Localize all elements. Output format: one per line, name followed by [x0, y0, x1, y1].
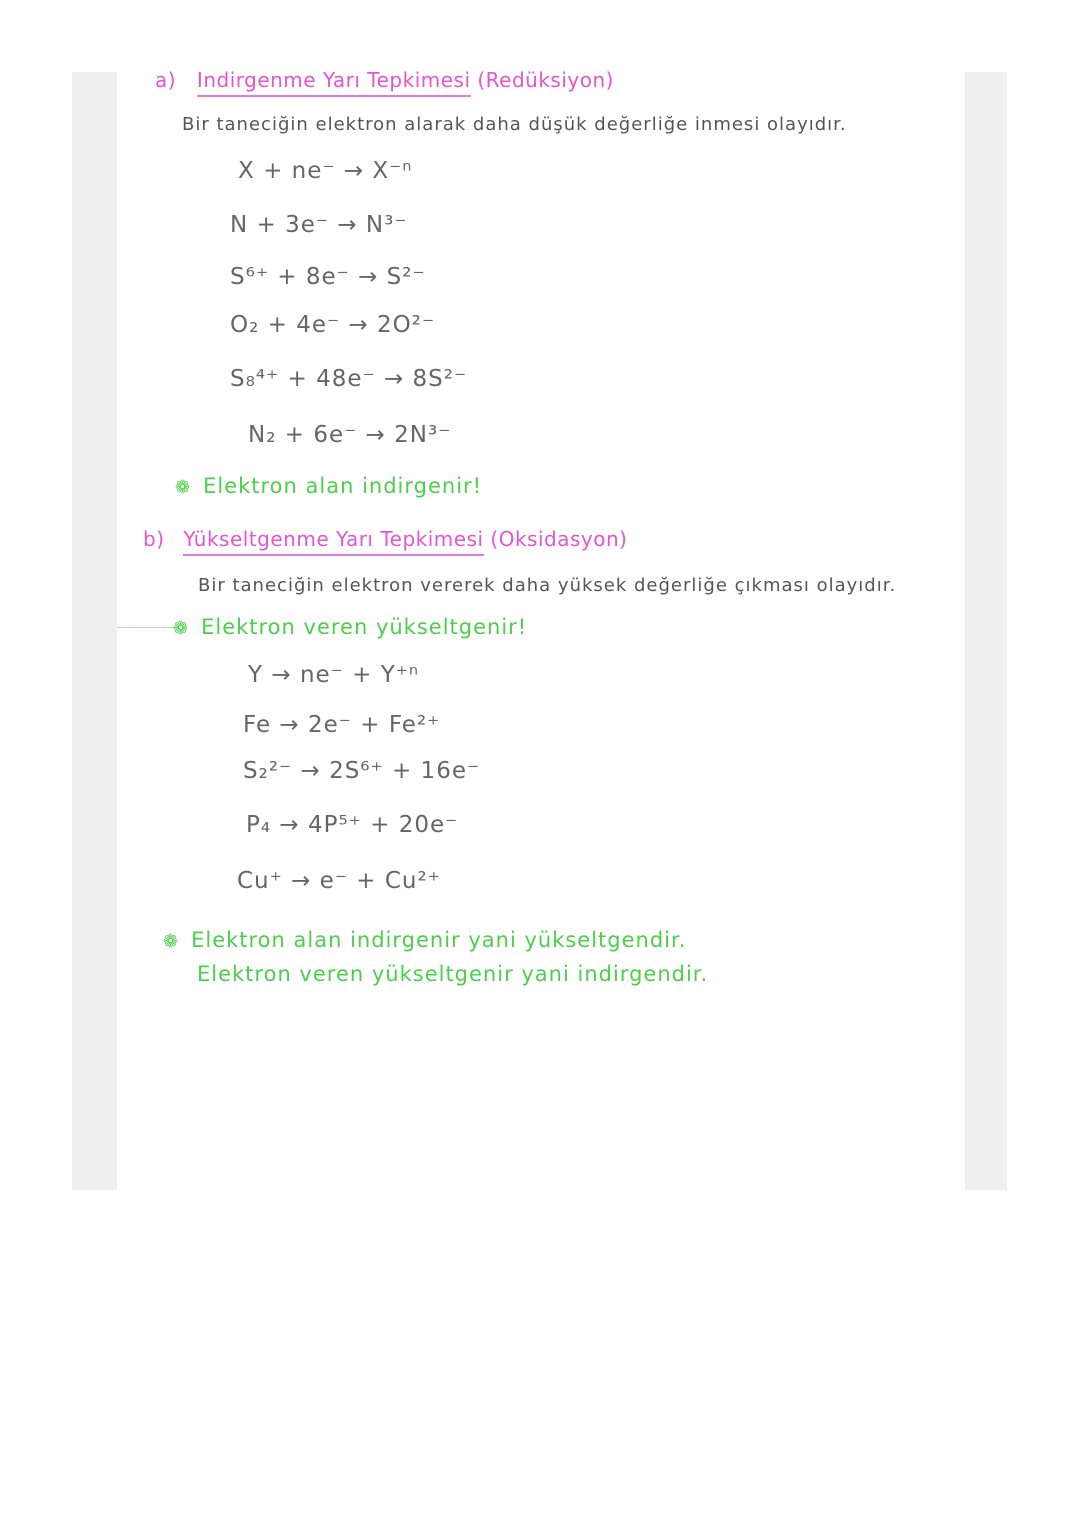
oxidation-label: b) [143, 527, 165, 551]
summary-line-1 [163, 928, 686, 952]
reduction-note-text: Elektron alan indirgenir! [203, 474, 483, 498]
summary-line-2: Elektron veren yükseltgenir yani indirgendir. [197, 962, 709, 986]
flower-bullet-icon: ❁ [175, 477, 192, 498]
reduction-equation: X + ne⁻ → X⁻ⁿ [238, 158, 413, 184]
oxidation-equation: Y → ne⁻ + Y⁺ⁿ [248, 662, 420, 688]
reduction-note [175, 474, 482, 498]
reduction-label: a) [155, 68, 177, 92]
reduction-equation: S₈⁴⁺ + 48e⁻ → 8S²⁻ [230, 366, 468, 392]
oxidation-note-text: Elektron veren yükseltgenir! [201, 615, 528, 639]
oxidation-heading [143, 527, 627, 551]
oxidation-equation: Fe → 2e⁻ + Fe²⁺ [243, 712, 441, 738]
reduction-equation: N + 3e⁻ → N³⁻ [230, 212, 408, 238]
margin-line [117, 627, 177, 628]
oxidation-equation: Cu⁺ → e⁻ + Cu²⁺ [237, 868, 441, 894]
reduction-equation: S⁶⁺ + 8e⁻ → S²⁻ [230, 264, 426, 290]
oxidation-equation: P₄ → 4P⁵⁺ + 20e⁻ [246, 812, 459, 838]
reduction-definition: Bir taneciğin elektron alarak daha düşük değerliğe inmesi olayıdır. [182, 114, 847, 135]
flower-bullet-icon: ❁ [173, 618, 190, 639]
reduction-title: Indirgenme Yarı Tepkimesi [197, 68, 471, 97]
oxidation-title: Yükseltgenme Yarı Tepkimesi [183, 527, 483, 556]
reduction-equation: N₂ + 6e⁻ → 2N³⁻ [248, 422, 452, 448]
reduction-equation: O₂ + 4e⁻ → 2O²⁻ [230, 312, 436, 338]
oxidation-equation: S₂²⁻ → 2S⁶⁺ + 16e⁻ [243, 758, 481, 784]
oxidation-subtitle: (Oksidasyon) [490, 527, 628, 551]
oxidation-note [173, 615, 527, 639]
summary-line-1-text: Elektron alan indirgenir yani yükseltgendir. [191, 928, 687, 952]
reduction-subtitle: (Redüksiyon) [477, 68, 614, 92]
reduction-heading [155, 68, 614, 92]
oxidation-definition: Bir taneciğin elektron vererek daha yüksek değerliğe çıkması olayıdır. [198, 575, 897, 596]
flower-bullet-icon: ❁ [163, 931, 180, 952]
